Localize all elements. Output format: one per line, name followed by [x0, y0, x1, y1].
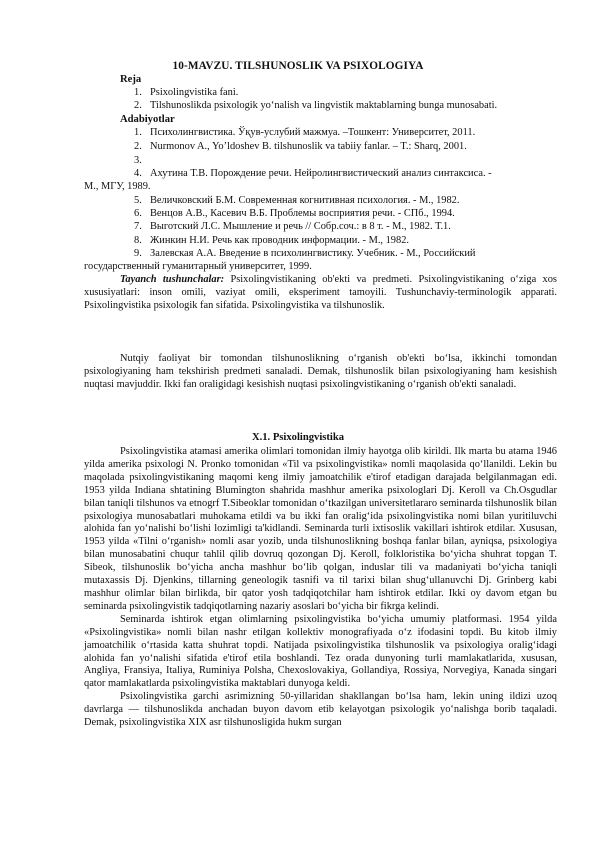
adabiyot-item-num: 8. [134, 235, 142, 246]
adabiyot-item-num: 1. [134, 127, 142, 138]
adabiyot-item-7 [134, 221, 451, 232]
reja-item-text: Psixolingvistika fani. [150, 87, 239, 98]
intro-paragraph [84, 353, 557, 392]
adabiyot-item-text: Психолингвистика. Ўқув-услубий мажмуа. –Тошкент: Университет, 2011. [150, 127, 476, 138]
reja-item-1 [134, 87, 238, 98]
reja-item-num: 1. [134, 87, 142, 98]
tayanch-label: Tayanch tushunchalar: [120, 274, 225, 285]
adabiyot-item-3 [134, 155, 150, 166]
paragraph-3: Psixolingvistika garchi asrimizning 50-yillaridan shakllangan bo‘lsa ham, lekin uning ildizi uzoq davrlarga — tilshunoslikda anchadan buyon davom etib kelayotgan psixologik yo‘nalishga borib taqaladi. Demak, psixolingvistika XIX asr tilshunosligida hukm surgan [84, 691, 557, 729]
reja-item-num: 2. [134, 100, 142, 111]
tayanch-paragraph [84, 274, 557, 313]
reja-item-text: Tilshunoslikda psixologik yo‘nalish va lingvistik maktablarning bunga munosabati. [150, 100, 498, 111]
adabiyot-item-num: 4. [134, 168, 142, 179]
adabiyot-item-text: Ахутина Т.В. Порождение речи. Нейролингвистический анализ синтаксиса. - [150, 168, 492, 179]
adabiyot-item-text: Залевская А.А. Введение в психолингвистику. Учебник. - М., Российский [150, 248, 476, 259]
page-title: 10-MAVZU. TILSHUNOSLIK VA PSIXOLOGIYA [172, 60, 424, 72]
adabiyot-item-4-continued: М., МГУ, 1989. [84, 181, 151, 192]
body-text [84, 446, 557, 730]
adabiyot-item-num: 7. [134, 221, 142, 232]
paragraph-1: Psixolingvistika atamasi amerika olimlari tomonidan ilmiy hayotga olib kirildi. Ilk marta bu atama 1946 yilda amerika psixologi N. Pronko tomonidan «Til va psixolingvistika» nomli maqolasida qo‘llanildi. Lekin bu maqolada psixolingvistikaning maqomi keng ilmiy jamoatchilik e'tirof etadigan darajada belgilanmagan edi. 1953 yilda Indiana shtatining Blumington shahrida mashhur amerika psixologlari Dj. Keroll va Ch.Osgudlar bilan taniqli tilshunos va etnogrf T.Sibeoklar tomonidan o‘tkazilgan universitetlararo seminarda tilshunoslik bilan psixologiya munosabatlari muhokama etildi va bu ikki fan oralig‘ida psixolingvistika nomi bilan yuritiluvchi alohida fan yo‘nalishi bo‘lishi lozimligi ta'kidlandi. Seminarda turli ixtisoslik vakillari ishtirok etdilar. Xususan, 1953 yilda «Tilni o‘rganish» nomli asar yozib, unda tilshunoslikning boshqa fanlar bilan, ayniqsa, psixologiya bilan munosabatini chuqur tahlil qilib dovruq qozongan Dj. Keroll, folkloristika bo‘yicha shuhrat topgan T. Sibeok, tilshunoslik bo‘yicha ancha mashhur bo‘lib qolgan, induslar tili va madaniyati bo‘yicha taniqli mutaxassis Dj. Djenkins, tillarning geneologik tasnifi va til tarixi bilan shug‘ullanuvchi Dj. Grinberg kabi mashhur olimlar bilan birlikda, bir qator yosh tadqiqotchilar ham ishtirok etdilar. Ikki oy davom etgan bu seminarda psixolingvistik tadqiqotlarning nazariy asoslari bo‘yicha bir fikrga kelindi. [84, 446, 557, 612]
section-title: X.1. Psixolingvistika [251, 432, 345, 443]
adabiyot-item-9-continued: государственный гуманитарный университет, 1999. [84, 261, 312, 272]
adabiyot-item-5 [134, 195, 459, 206]
adabiyot-item-6 [134, 208, 455, 219]
paragraph-2: Seminarda ishtirok etgan olimlarning psixolingvistika bo‘yicha umumiy platformasi. 1954 yilda «Psixolingvistika» nomli bilan nashr etilgan kollektiv monografiyada o‘z ifodasini topdi. Bu kitob ilmiy jamoatchilik o‘rtasida katta shuhrat topdi. Natijada psixolingvistika tilshunoslik va psixologiya oralig‘idagi alohida fan yo‘nalishi sifatida e'tirof etila boshlandi. Tez orada dunyoning turli mamlakatlarida, xususan, Angliya, Fransiya, Italiya, Ruminiya Polsha, Chexoslovakiya, Gollandiya, Rossiya, Norvegiya, Kanada singari qator mamlakatlarda psixolingvistika maktablari dunyoga keldi. [84, 613, 557, 690]
adabiyot-item-num: 3. [134, 155, 142, 166]
reja-item-2 [134, 100, 497, 111]
adabiyot-item-num: 2. [134, 141, 142, 152]
adabiyot-item-text: Выготский Л.С. Мышление и речь // Собр.соч.: в 8 т. - М., 1982. Т.1. [150, 221, 451, 232]
adabiyot-heading: Adabiyotlar [120, 114, 175, 125]
adabiyot-item-text: Венцов А.В., Касевич В.Б. Проблемы восприятия речи. - СПб., 1994. [150, 208, 455, 219]
adabiyot-item-text: Жинкин Н.И. Речь как проводник информации. - М., 1982. [150, 235, 409, 246]
adabiyot-item-text: Величковский Б.М. Современная когнитивная психология. - М., 1982. [150, 195, 460, 206]
adabiyot-item-num: 9. [134, 248, 142, 259]
adabiyot-item-num: 5. [134, 195, 142, 206]
intro-text: Nutqiy faoliyat bir tomondan tilshunoslikning o‘rganish ob'ekti bo‘lsa, ikkinchi tomondan psixologiyaning ham tekshirish predmeti sanaladi. Demak, tilshunoslik bilan psixologiyaning ham kesishish nuqtasi mavjuddir. Ikki fan oraligidagi kesishish nuqtasi psixolingvistikaning o‘rganish ob'ekti sanaladi. [84, 353, 557, 390]
adabiyot-item-num: 6. [134, 208, 142, 219]
adabiyot-item-text: Nurmonov A., Yo’ldoshev B. tilshunoslik va tabiiy fanlar. – T.: Sharq, 2001. [150, 141, 467, 152]
adabiyot-item-2 [134, 141, 467, 152]
reja-heading: Reja [120, 74, 142, 85]
tayanch-text: Psixolingvistikaning ob'ekti va predmeti. Psixolingvistikaning o‘ziga xos xususiyatlari: inson omili, vaziyat omili, eksperiment tamoyili. Tushunchaviy-terminologik apparati. Psixolingvistika psixologik fan sifatida. Psixolingvistika va tilshunoslik. [84, 274, 557, 311]
adabiyot-item-1 [134, 127, 475, 138]
adabiyot-item-4 [134, 168, 492, 179]
adabiyot-item-8 [134, 235, 409, 246]
adabiyot-item-9 [134, 248, 475, 259]
